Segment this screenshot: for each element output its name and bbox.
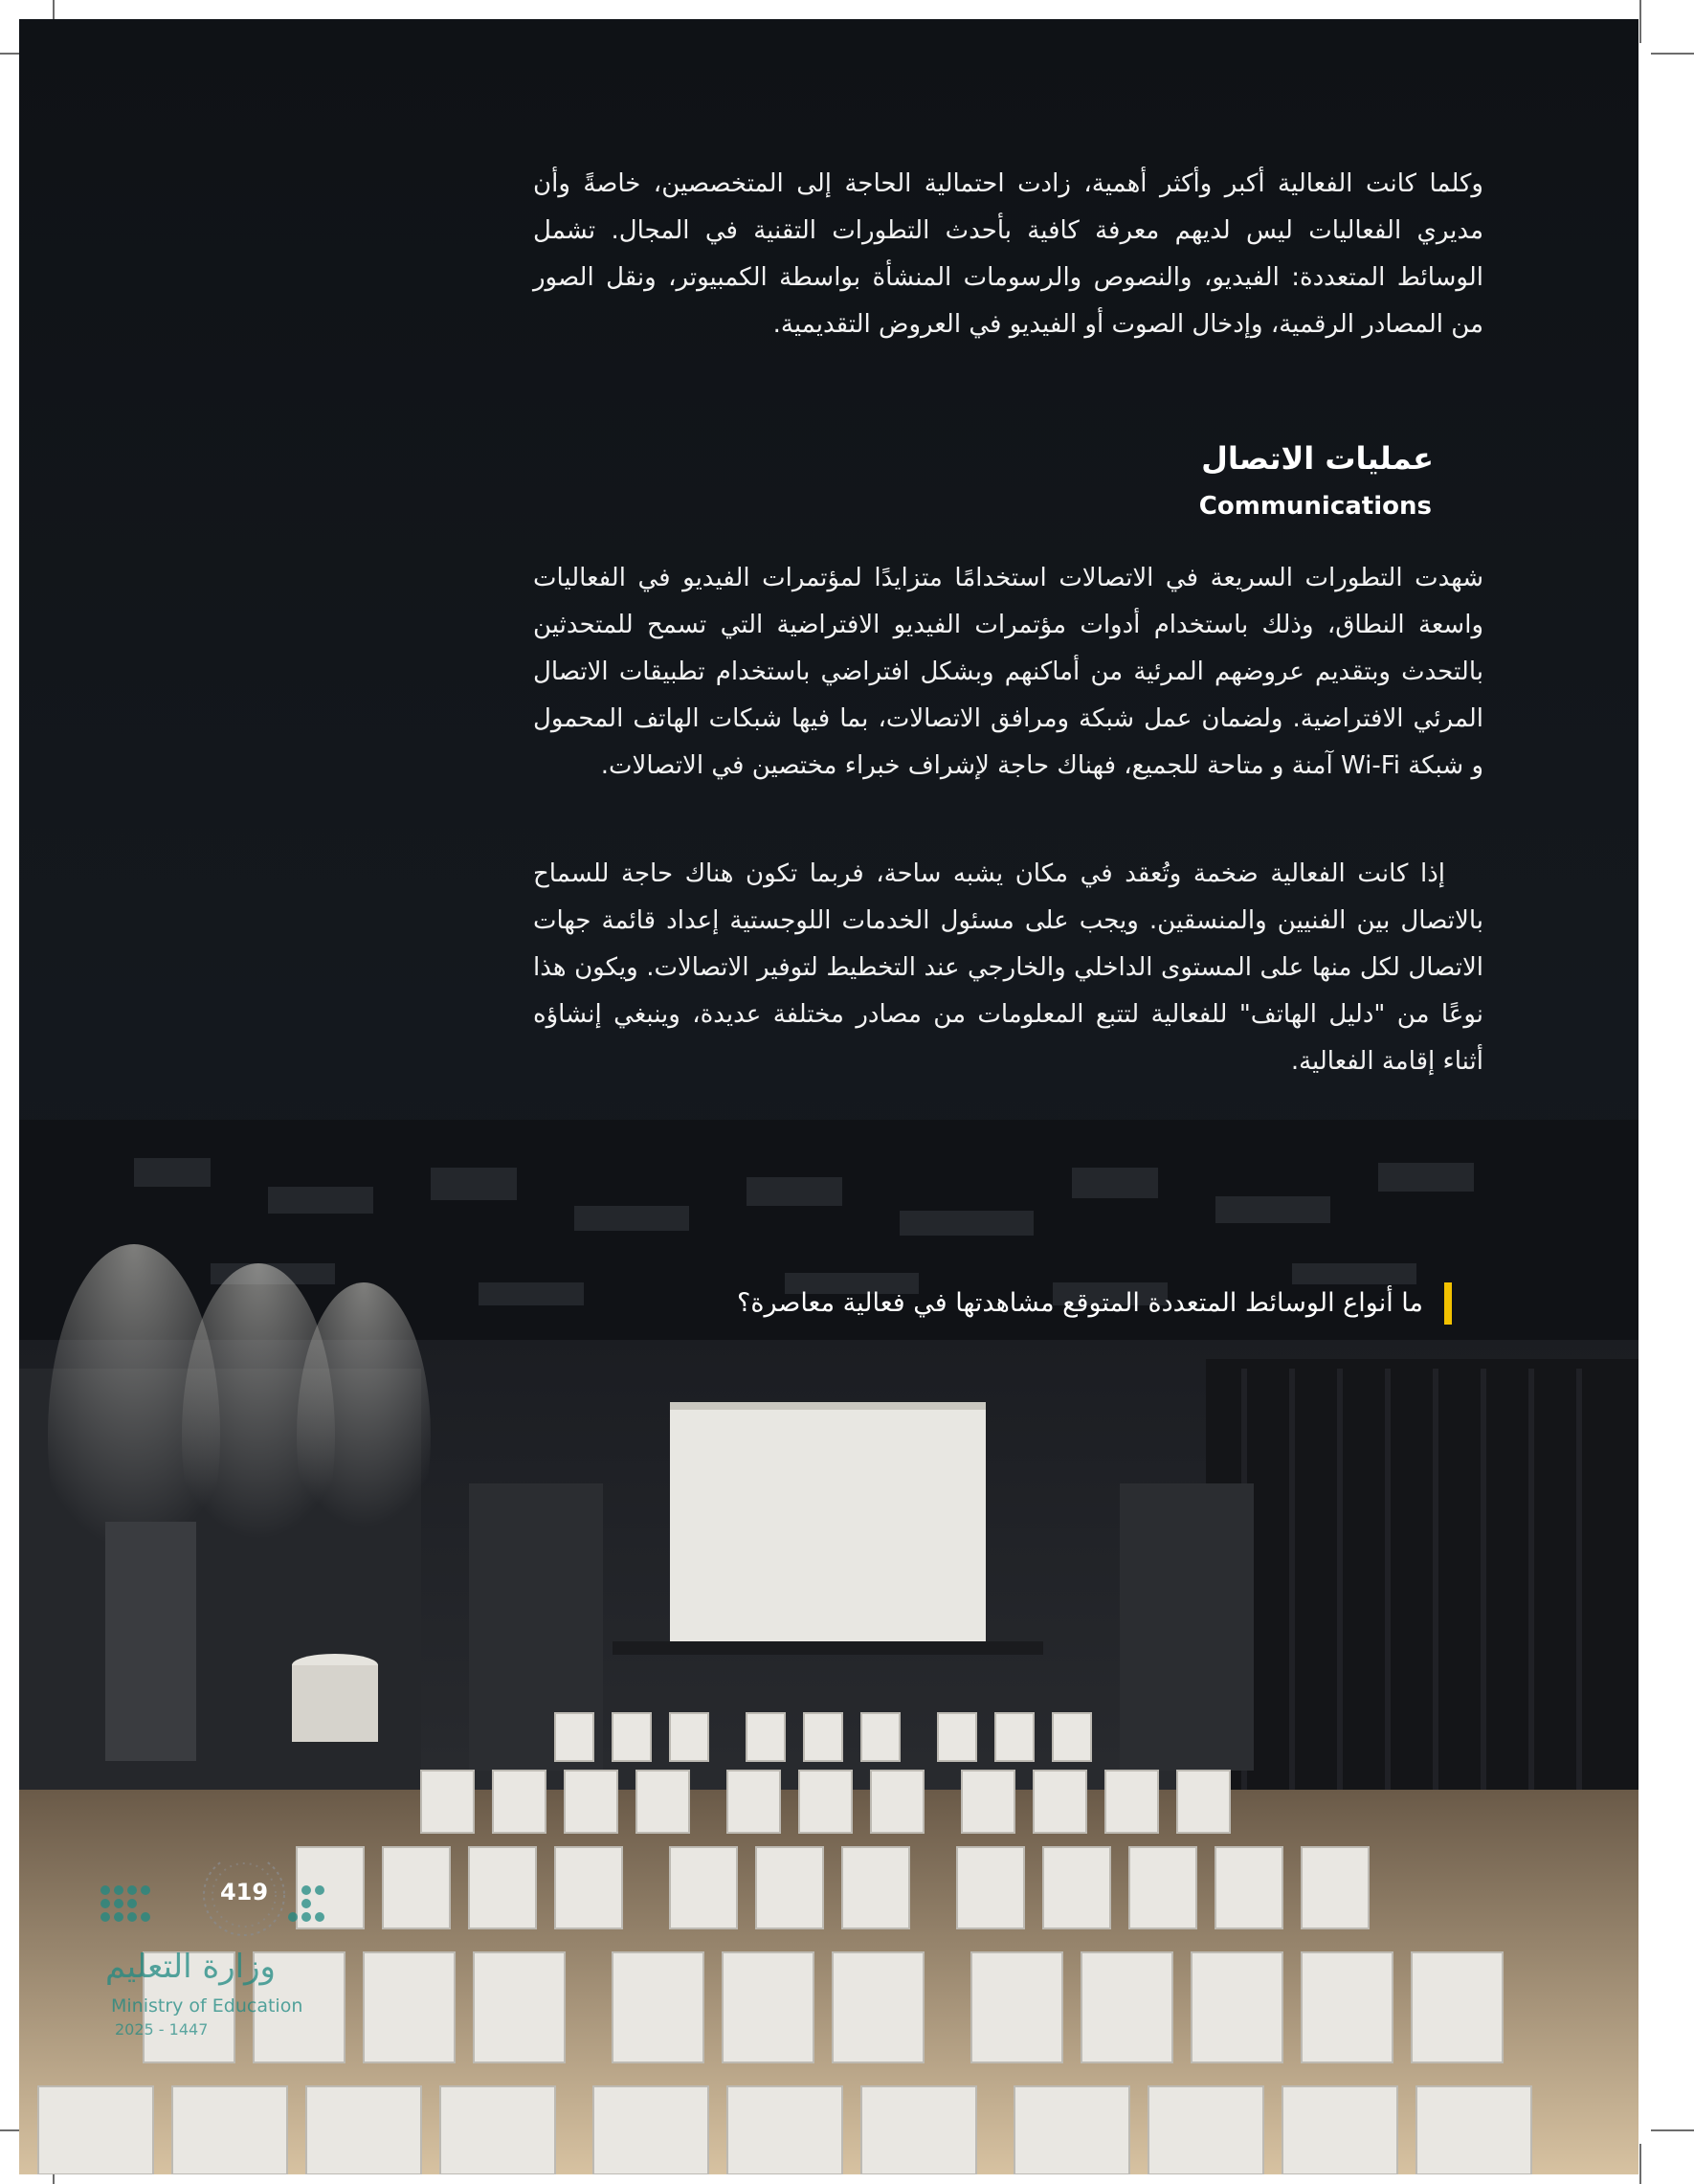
ministry-logo xyxy=(86,1861,335,2062)
ministry-name-english: Ministry of Education xyxy=(111,1995,303,2017)
crop-mark xyxy=(1651,53,1694,55)
crop-mark xyxy=(1651,2129,1694,2131)
discussion-question: ما أنواع الوسائط المتعددة المتوقع مشاهدتها في فعالية معاصرة؟ xyxy=(737,1282,1452,1325)
ministry-name-arabic: وزارة التعليم xyxy=(105,1948,276,1986)
communications-paragraph: شهدت التطورات السريعة في الاتصالات استخدامًا متزايدًا لمؤتمرات الفيديو في الفعاليات واسعة النطاق، وذلك باستخدام أدوات مؤتمرات الفيديو الافتراضية التي تسمح للمتحدثين بالتحدث وبتقديم عروضهم المرئية من أماكنهم وبشكل افتراضي باستخدام تطبيقات الاتصال المرئي الافتراضية. ولضمان عمل شبكة ومرافق الاتصالات، بما فيها شبكات الهاتف المحمول و شبكة Wi-Fi آمنة و متاحة للجميع، فهناك حاجة لإشراف خبراء مختصين في الاتصالات. xyxy=(533,564,1483,780)
edition-year: 2025 - 1447 xyxy=(115,2020,209,2039)
page-number: 419 xyxy=(219,1879,269,1905)
section-title-english: Communications xyxy=(1198,492,1432,521)
crop-mark xyxy=(1639,0,1641,43)
intro-paragraph: وكلما كانت الفعالية أكبر وأكثر أهمية، زادت احتمالية الحاجة إلى المتخصصين، خاصةً وأن مديري الفعاليات ليس لديهم معرفة كافية بأحدث التطورات التقنية في المجال. تشمل الوسائط المتعددة: الفيديو، والنصوص والرسومات المنشأة بواسطة الكمبيوتر، ونقل الصور من المصادر الرقمية، وإدخال الصوت أو الفيديو في العروض التقديمية. xyxy=(533,169,1483,339)
section-title-arabic: عمليات الاتصال xyxy=(1201,440,1434,477)
crop-mark xyxy=(1639,2144,1641,2184)
page xyxy=(19,19,1638,2174)
logistics-paragraph: إذا كانت الفعالية ضخمة وتُعقد في مكان يشبه ساحة، فربما تكون هناك حاجة للسماح بالاتصال بين الفنيين والمنسقين. ويجب على مسئول الخدمات اللوجستية إعداد قائمة جهات الاتصال لكل منها على المستوى الداخلي والخارجي عند التخطيط لتوفير الاتصالات. ويكون هذا نوعًا من "دليل الهاتف" للفعالية لتتبع المعلومات من مصادر مختلفة عديدة، وينبغي إنشاؤه أثناء إقامة الفعالية. xyxy=(533,859,1483,1076)
